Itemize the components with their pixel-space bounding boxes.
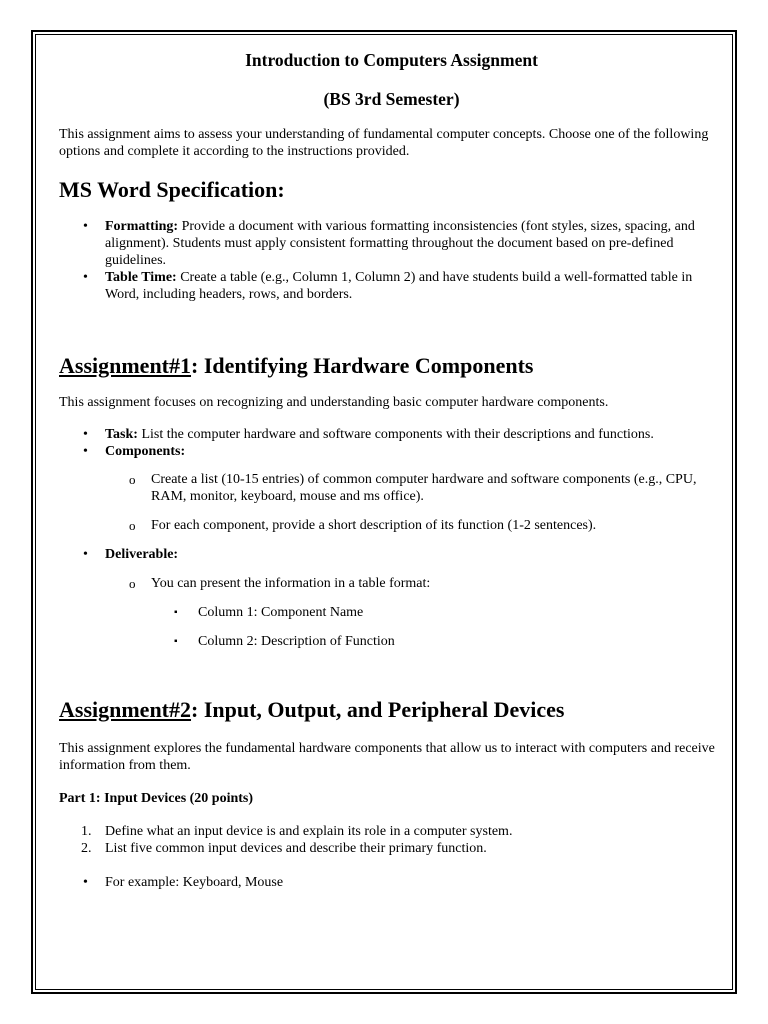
- assignment1-intro: This assignment focuses on recognizing and understanding basic computer hardware components.: [59, 395, 609, 410]
- table-time-label: Table Time:: [105, 270, 177, 285]
- part1-item-text: Define what an input device is and explain its role in a computer system.: [105, 824, 513, 839]
- assignment1-heading-prefix: Assignment#1: [59, 353, 192, 378]
- task-label: Task:: [105, 427, 138, 442]
- part1-item-text: List five common input devices and describe their primary function.: [105, 841, 487, 856]
- deliverable-list: [59, 546, 724, 563]
- part1-heading: [59, 790, 724, 807]
- task-text: List the computer hardware and software components with their descriptions and functions.: [137, 427, 654, 442]
- deliverable-subitem-text: You can present the information in a table format:: [151, 576, 431, 591]
- column-item-text: Column 1: Component Name: [198, 605, 364, 620]
- bullet-marker: •: [83, 427, 88, 442]
- assignment1-heading: [59, 352, 724, 380]
- document-subtitle: (BS 3rd Semester): [323, 89, 460, 109]
- msword-list: [59, 218, 724, 303]
- bullet-marker: •: [83, 875, 88, 890]
- columns-sublist: [59, 604, 724, 650]
- number-marker: 2.: [81, 841, 92, 856]
- part1-heading-text: Part 1: Input Devices (20 points): [59, 791, 254, 806]
- part1-list: [59, 823, 724, 857]
- circle-marker: o: [129, 518, 136, 533]
- intro-paragraph: This assignment aims to assess your understanding of fundamental computer concepts. Choose one of the following options and complete it according to the instructions provided.: [59, 127, 709, 159]
- circle-marker: o: [129, 576, 136, 591]
- msword-heading: MS Word Specification:: [59, 177, 285, 202]
- column-item: [59, 633, 724, 650]
- table-time-text: Create a table (e.g., Column 1, Column 2) and have students build a well-formatted table in Word, including headers, rows, and borders.: [105, 270, 693, 302]
- example-item: [59, 874, 724, 891]
- circle-marker: o: [129, 472, 136, 487]
- assignment1-list: [59, 426, 724, 460]
- bullet-marker: •: [83, 270, 88, 285]
- components-item: [59, 443, 724, 460]
- assignment2-heading-prefix: Assignment#2: [59, 697, 192, 722]
- example-list: [59, 874, 724, 891]
- msword-item-formatting: [59, 218, 724, 269]
- components-subitem: [59, 471, 724, 505]
- task-item: [59, 426, 724, 443]
- formatting-label: Formatting:: [105, 219, 179, 234]
- document-title: Introduction to Computers Assignment: [245, 50, 538, 70]
- part1-item: [59, 823, 724, 840]
- components-subitem-text: For each component, provide a short description of its function (1-2 sentences).: [151, 518, 597, 533]
- components-subitem-text: Create a list (10-15 entries) of common computer hardware and software components (e.g., CPU, RAM, monitor, keyboard, mouse and ms office).: [151, 472, 697, 504]
- bullet-marker: •: [83, 219, 88, 234]
- column-item-text: Column 2: Description of Function: [198, 634, 395, 649]
- deliverable-item: [59, 546, 724, 563]
- components-label: Components:: [105, 444, 186, 459]
- deliverable-sublist: [59, 575, 724, 592]
- formatting-text: Provide a document with various formatting inconsistencies (font styles, sizes, spacing, and alignment). Students must apply consistent formatting throughout the document based on pre-defined guidelines.: [105, 219, 695, 268]
- components-subitem: [59, 517, 724, 534]
- assignment2-heading: [59, 696, 724, 724]
- square-marker: ▪: [174, 607, 178, 618]
- deliverable-subitem: [59, 575, 724, 592]
- square-marker: ▪: [174, 636, 178, 647]
- column-item: [59, 604, 724, 621]
- assignment2-heading-rest: : Input, Output, and Peripheral Devices: [191, 697, 565, 722]
- bullet-marker: •: [83, 547, 88, 562]
- deliverable-label: Deliverable:: [105, 547, 179, 562]
- part1-item: [59, 840, 724, 857]
- assignment1-heading-rest: : Identifying Hardware Components: [191, 353, 534, 378]
- number-marker: 1.: [81, 824, 92, 839]
- example-text: For example: Keyboard, Mouse: [105, 875, 284, 890]
- components-sublist: [59, 471, 724, 534]
- document-body: [59, 48, 724, 891]
- assignment2-intro: This assignment explores the fundamental hardware components that allow us to interact with computers and receive information from them.: [59, 741, 715, 773]
- bullet-marker: •: [83, 444, 88, 459]
- msword-item-table-time: [59, 269, 724, 303]
